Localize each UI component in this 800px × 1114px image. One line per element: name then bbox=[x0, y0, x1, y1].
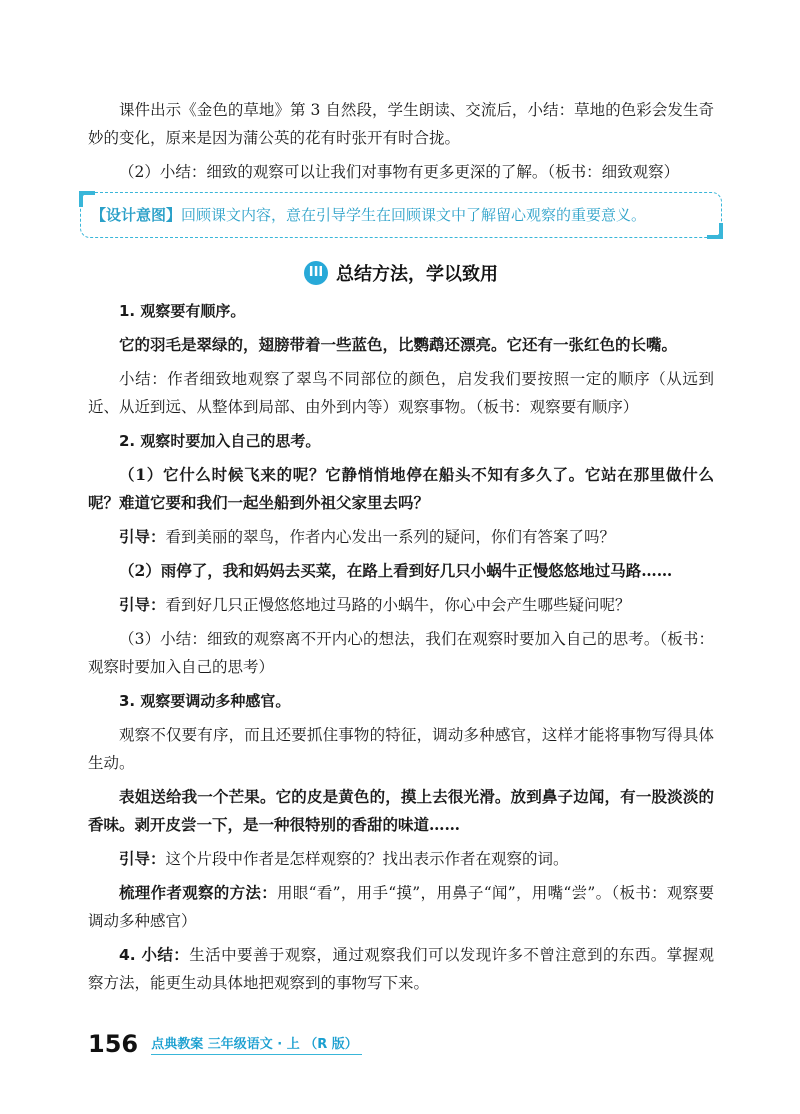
final-summary-label: 4. 小结： bbox=[119, 946, 190, 964]
section-heading bbox=[88, 260, 714, 287]
guide-label: 引导： bbox=[119, 596, 166, 614]
box-corner-decoration bbox=[79, 191, 95, 207]
item-summary: （3）小结：细致的观察离不开内心的想法，我们在观察时要加入自己的思考。（板书：观察时要加入自己的思考） bbox=[88, 630, 714, 676]
item-text: 观察不仅要有序，而且还要抓住事物的特征，调动多种感官，这样才能将事物写得具体生动。 bbox=[88, 726, 714, 772]
excerpt-quote: （2）雨停了，我和妈妈去买菜，在路上看到好几只小蜗牛正慢悠悠地过马路…… bbox=[119, 561, 673, 580]
method-text: 用眼“看”，用手“摸”，用鼻子“闻”，用嘴“尝”。（板书：观察要调动多种感官） bbox=[88, 884, 714, 930]
item-heading: 2. 观察时要加入自己的思考。 bbox=[119, 432, 321, 450]
box-corner-decoration bbox=[707, 223, 723, 239]
page-footer bbox=[88, 1030, 362, 1060]
excerpt-quote: （1）它什么时候飞来的呢？它静悄悄地停在船头不知有多久了。它站在那里做什么呢？难道它要和我们一起坐船到外祖父家里去吗？ bbox=[88, 465, 714, 512]
design-intent-tag: 【设计意图】 bbox=[91, 206, 182, 224]
page-number: 156 bbox=[88, 1030, 139, 1058]
guide-label: 引导： bbox=[119, 850, 166, 868]
design-intent-text: 回顾课文内容，意在引导学生在回顾课文中了解留心观察的重要意义。 bbox=[181, 206, 647, 224]
section-number-badge: III bbox=[304, 261, 328, 285]
item-summary: 小结：作者细致地观察了翠鸟不同部位的颜色，启发我们要按照一定的顺序（从远到近、从近到远、从整体到局部、由外到内等）观察事物。（板书：观察要有顺序） bbox=[88, 370, 714, 416]
design-intent-box bbox=[80, 192, 722, 238]
page-content bbox=[88, 96, 714, 1003]
book-title: 点典教案 三年级语文 · 上 （R 版） bbox=[151, 1033, 362, 1055]
guide-text: 看到美丽的翠鸟，作者内心发出一系列的疑问，你们有答案了吗？ bbox=[165, 528, 616, 546]
summary-paragraph: （2）小结：细致的观察可以让我们对事物有更多更深的了解。（板书：细致观察） bbox=[119, 163, 680, 181]
final-summary-text: 生活中要善于观察，通过观察我们可以发现许多不曾注意到的东西。掌握观察方法，能更生动具体地把观察到的事物写下来。 bbox=[88, 946, 714, 992]
item-heading: 1. 观察要有顺序。 bbox=[119, 302, 246, 320]
guide-paragraph bbox=[88, 523, 714, 551]
section-title: 总结方法，学以致用 bbox=[336, 264, 498, 285]
final-summary bbox=[88, 941, 714, 997]
intro-paragraph: 课件出示《金色的草地》第 3 自然段，学生朗读、交流后，小结：草地的色彩会发生奇妙的变化，原来是因为蒲公英的花有时张开有时合拢。 bbox=[88, 101, 714, 147]
excerpt-quote: 表姐送给我一个芒果。它的皮是黄色的，摸上去很光滑。放到鼻子边闻，有一股淡淡的香味。剥开皮尝一下，是一种很特别的香甜的味道…… bbox=[88, 787, 714, 834]
guide-text: 看到好几只正慢悠悠地过马路的小蜗牛，你心中会产生哪些疑问呢？ bbox=[165, 596, 631, 614]
excerpt-quote: 它的羽毛是翠绿的，翅膀带着一些蓝色，比鹦鹉还漂亮。它还有一张红色的长嘴。 bbox=[119, 335, 678, 354]
item-heading: 3. 观察要调动多种感官。 bbox=[119, 692, 291, 710]
method-paragraph bbox=[88, 879, 714, 935]
guide-paragraph bbox=[88, 591, 714, 619]
guide-paragraph bbox=[88, 845, 714, 873]
guide-text: 这个片段中作者是怎样观察的？找出表示作者在观察的词。 bbox=[165, 850, 569, 868]
method-label: 梳理作者观察的方法： bbox=[119, 884, 278, 902]
guide-label: 引导： bbox=[119, 528, 166, 546]
